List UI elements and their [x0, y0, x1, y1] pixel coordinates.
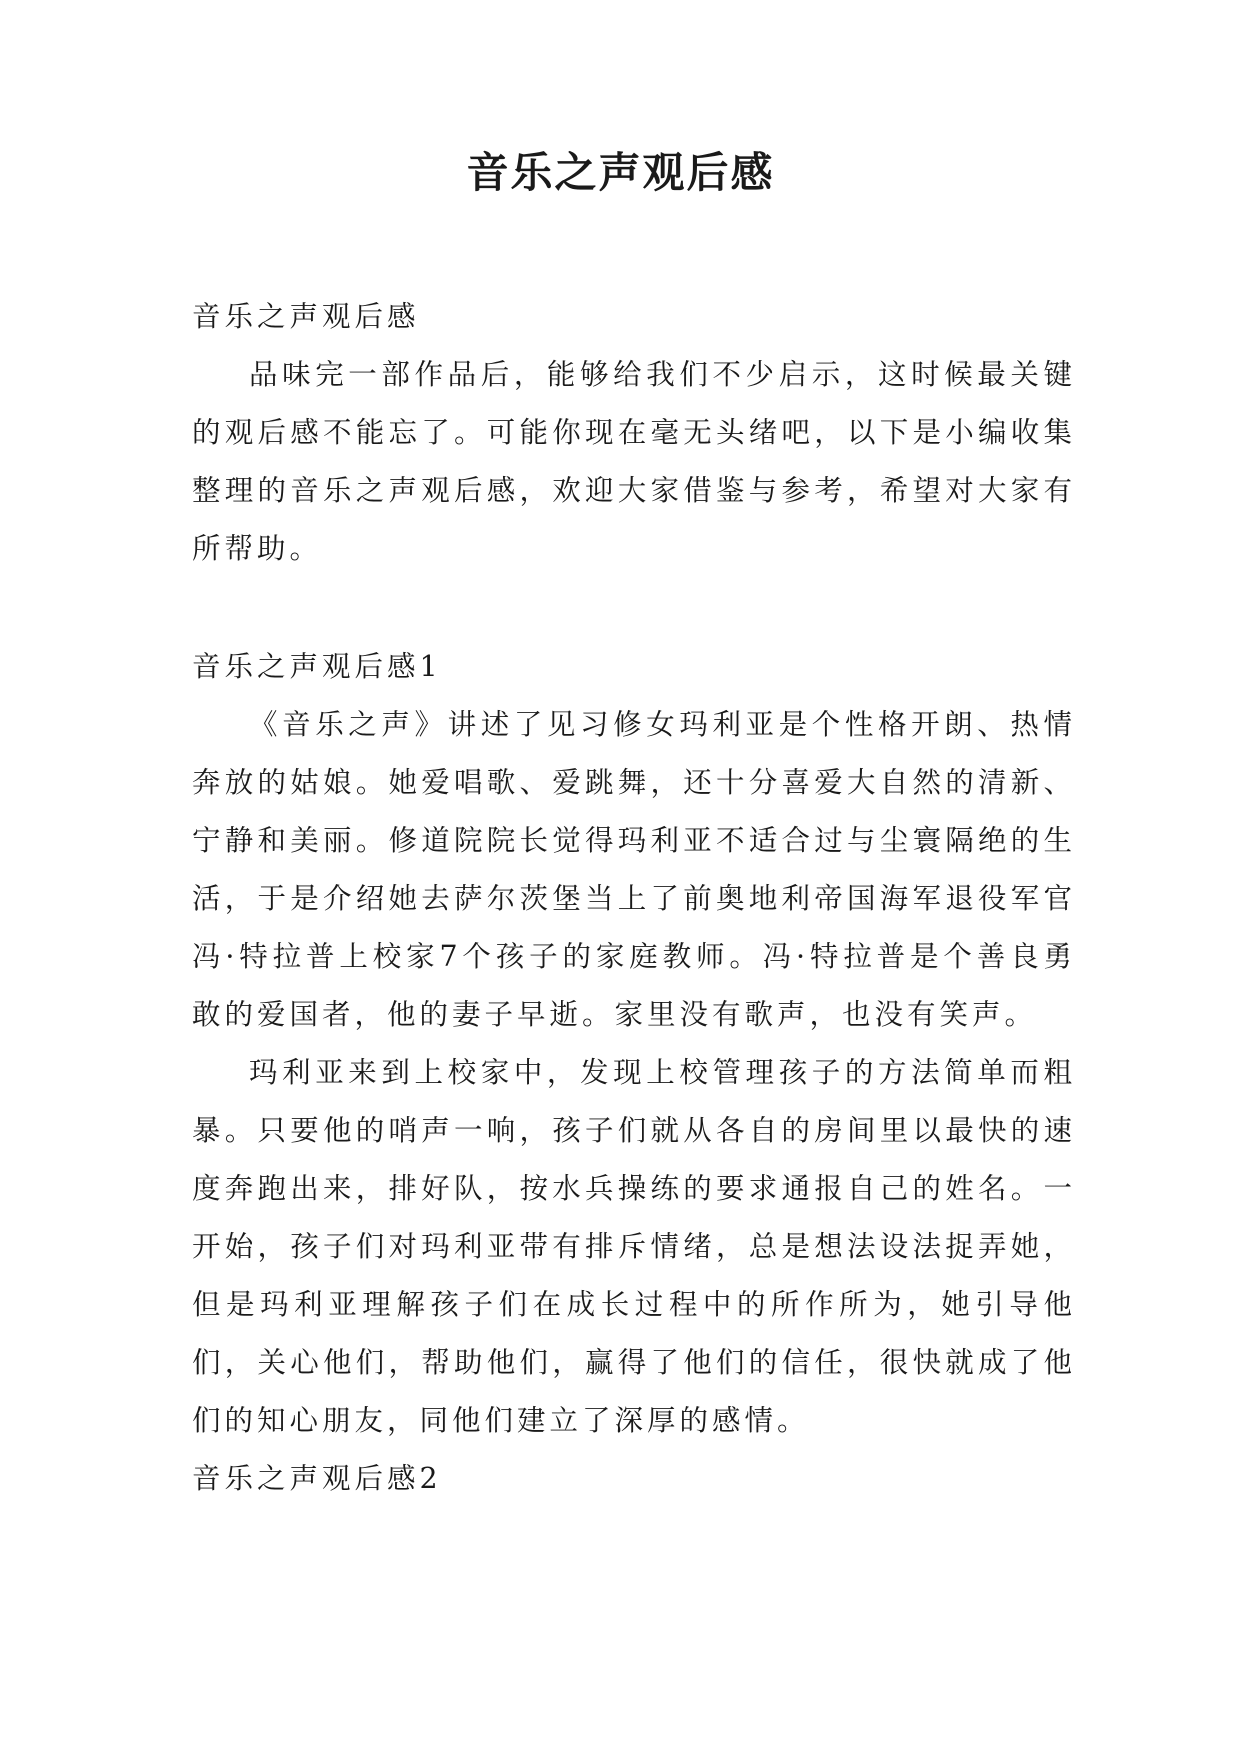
document-title: 音乐之声观后感	[466, 148, 775, 197]
section-1-paragraph-2: 玛利亚来到上校家中，发现上校管理孩子的方法简单而粗暴。只要他的哨声一响，孩子们就从各自的房间里以最快的速度奔跑出来，排好队，按水兵操练的要求通报自己的姓名。一开始，孩子们对玛利亚带有排斥情绪，总是想法设法捉弄她，但是玛利亚理解孩子们在成长过程中的所作所为，她引导他们，关心他们，帮助他们，赢得了他们的信任，很快就成了他们的知心朋友，同他们建立了深厚的感情。	[192, 1056, 1076, 1437]
document-body	[192, 288, 1076, 1508]
section-heading-2: 音乐之声观后感2	[192, 1462, 442, 1495]
section-spacer	[192, 578, 1076, 638]
intro-heading: 音乐之声观后感	[192, 300, 420, 333]
section-heading-1: 音乐之声观后感1	[192, 650, 442, 683]
section-1-paragraph-1: 《音乐之声》讲述了见习修女玛利亚是个性格开朗、热情奔放的姑娘。她爱唱歌、爱跳舞，还十分喜爱大自然的清新、宁静和美丽。修道院院长觉得玛利亚不适合过与尘寰隔绝的生活，于是介绍她去萨尔茨堡当上了前奥地利帝国海军退役军官冯·特拉普上校家7个孩子的家庭教师。冯·特拉普是个善良勇敢的爱国者，他的妻子早逝。家里没有歌声，也没有笑声。	[192, 708, 1076, 1031]
intro-paragraph: 品味完一部作品后，能够给我们不少启示，这时候最关键的观后感不能忘了。可能你现在毫无头绪吧，以下是小编收集整理的音乐之声观后感，欢迎大家借鉴与参考，希望对大家有所帮助。	[192, 358, 1076, 565]
